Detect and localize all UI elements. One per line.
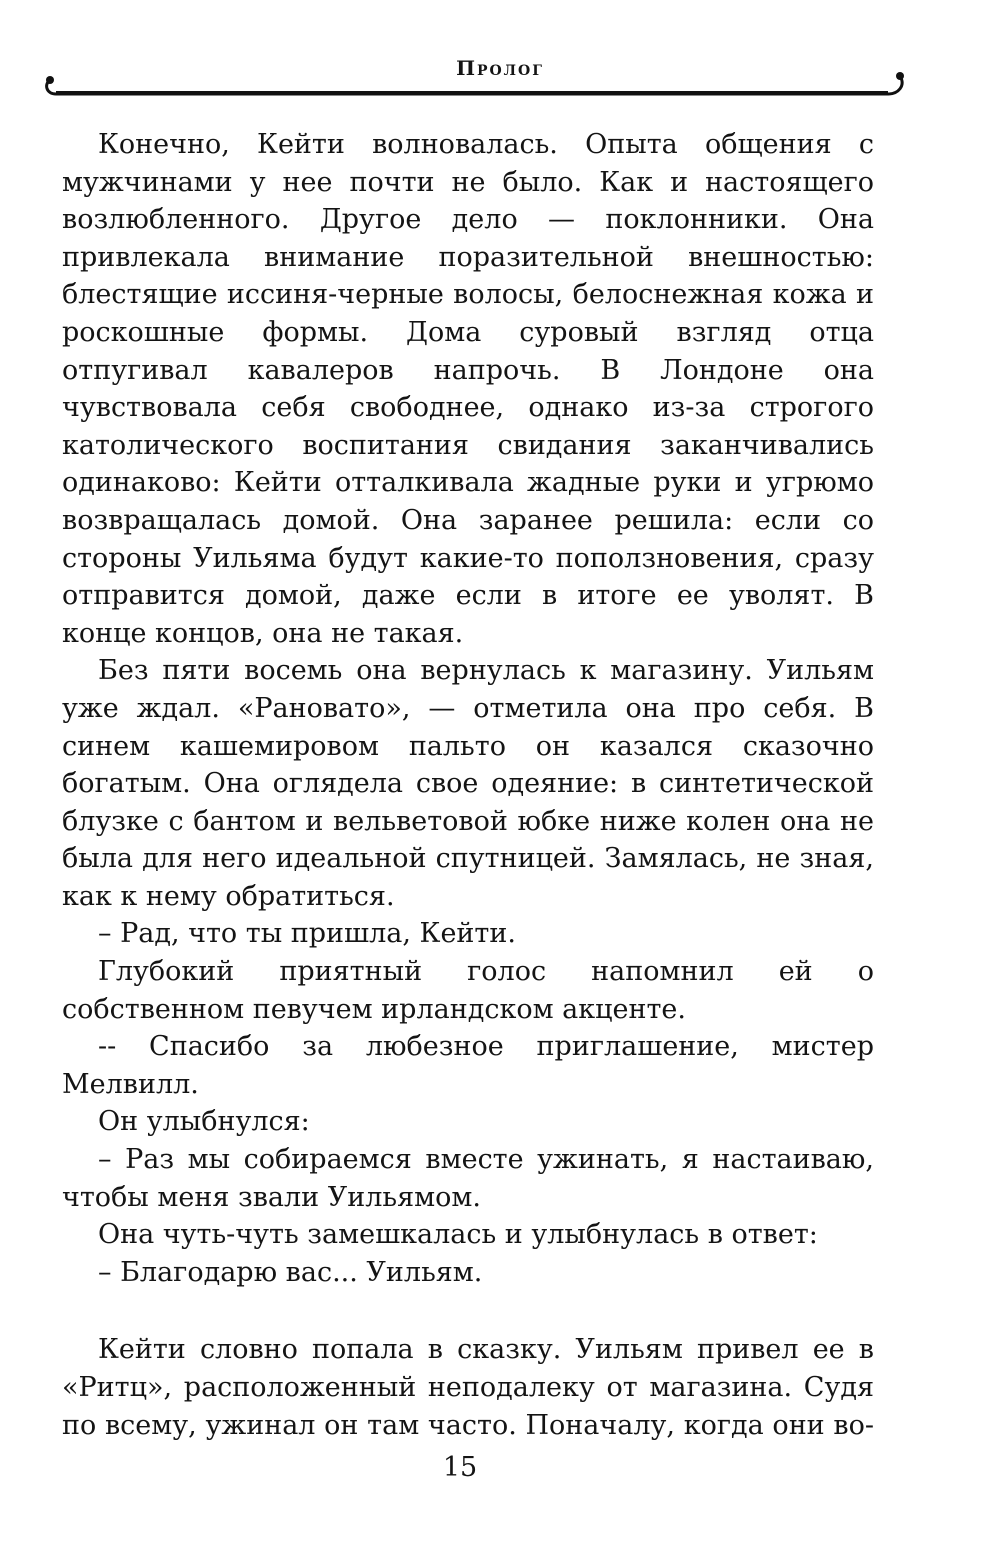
dialogue-line: – Благодарю вас... Уильям. <box>98 1256 483 1288</box>
paragraph: Он улыбнулся: <box>98 1106 310 1138</box>
paragraph: Конечно, Кейти волновалась. Опыта общения с мужчинами у нее почти не было. Как и настоящего возлюбленного. Другое дело — поклонники. Она привлекала внимание поразительной внешностью: блестящие иссиня-черные волосы, белоснежная кожа и роскошные формы. Дома суровый взгляд отца отпугивал кавалеров напрочь. В Лондоне она чувствовала себя свободнее, однако из-за строгого католического воспитания свидания заканчивались одинаково: Кейти отталкивала жадные руки и угрюмо возвращалась домой. Она заранее решила: если со стороны Уильяма будут какие-то поползновения, сразу отправится домой, даже если в итоге ее уволят. В конце концов, она не такая. <box>62 129 874 649</box>
dialogue-line: – Раз мы собираемся вместе ужинать, я настаиваю, чтобы меня звали Уильямом. <box>62 1144 874 1213</box>
paragraph: Глубокий приятный голос напомнил ей о собственном певучем ирландском акценте. <box>62 956 874 1025</box>
paragraph: Она чуть-чуть замешкалась и улыбнулась в ответ: <box>98 1219 818 1251</box>
header-rule-ornament <box>42 70 912 102</box>
body-text <box>62 126 874 1444</box>
page-number: 15 <box>442 1452 478 1483</box>
paragraph: Кейти словно попала в сказку. Уильям привел ее в «Ритц», расположенный неподалеку от магазина. Судя по всему, ужинал он там часто. Поначалу, когда они во- <box>62 1334 874 1441</box>
dialogue-line: -- Спасибо за любезное приглашение, мистер Мелвилл. <box>62 1031 874 1100</box>
paragraph: Без пяти восемь она вернулась к магазину. Уильям уже ждал. «Рановато», — отметила она про себя. В синем кашемировом пальто он казался сказочно богатым. Она оглядела свое одеяние: в синтетической блузке с бантом и вельветовой юбке ниже колен она не была для него идеальной спутницей. Замялась, не зная, как к нему обратиться. <box>62 655 874 912</box>
dialogue-line: – Рад, что ты пришла, Кейти. <box>98 918 516 950</box>
running-header: Пролог <box>456 56 544 80</box>
